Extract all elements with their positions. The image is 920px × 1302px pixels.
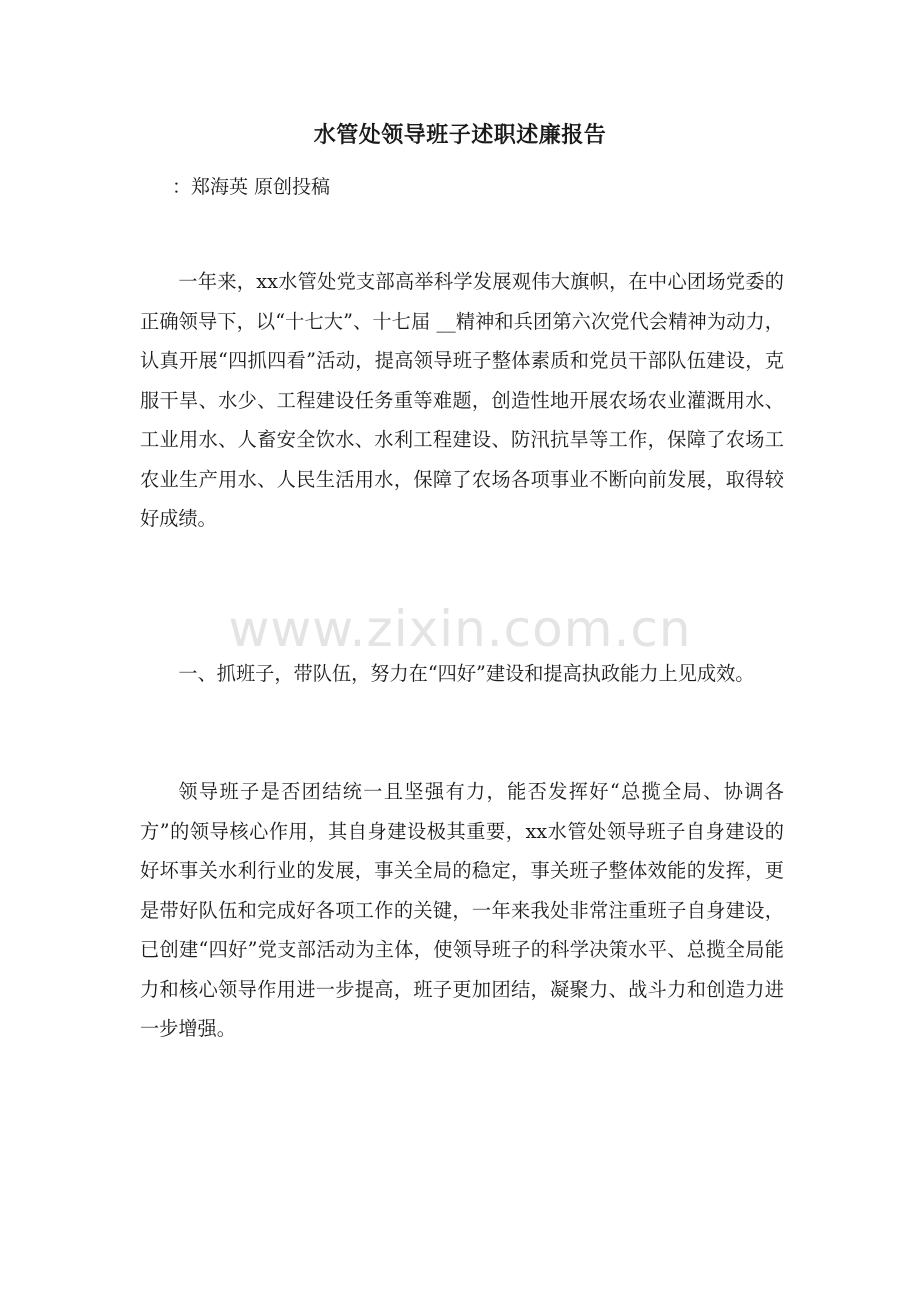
paragraph-section-heading: 一、抓班子，带队伍，努力在“四好”建设和提高执政能力上见成效。 [178, 662, 755, 685]
paragraph-leadership: 领导班子是否团结统一且坚强有力，能否发挥好“总揽全局、协调各方”的领导核心作用，其自身建设极其重要，xx水管处领导班子自身建设的好坏事关水利行业的发展，事关全局的稳定，事关班子整体效能的发挥，更是带好队伍和完成好各项工作的关键，一年来我处非常注重班子自身建设，已创建“四好”党支部活动为主体，使领导班子的科学决策水平、总揽全局能力和核心领导作用进一步提高，班子更加团结，凝聚力、战斗力和创造力进一步增强。 [140, 780, 784, 1040]
document-title: 水管处领导班子述职述廉报告 [313, 122, 607, 148]
paragraph-intro: 一年来，xx水管处党支部高举科学发展观伟大旗帜，在中心团场党委的正确领导下，以“十七大”、十七届 __精神和兵团第六次党代会精神为动力，认真开展“四抓四看”活动，提高领导班子整体素质和党员干部队伍建设，克服干旱、水少、工程建设任务重等难题，创造性地开展农场农业灌溉用水、工业用水、人畜安全饮水、水利工程建设、防汛抗旱等工作，保障了农场工农业生产用水、人民生活用水，保障了农场各项事业不断向前发展，取得较好成绩。 [140, 270, 784, 530]
watermark: www.zixin.com.cn [228, 600, 692, 658]
author-byline: ：郑海英 原创投稿 [172, 176, 331, 198]
